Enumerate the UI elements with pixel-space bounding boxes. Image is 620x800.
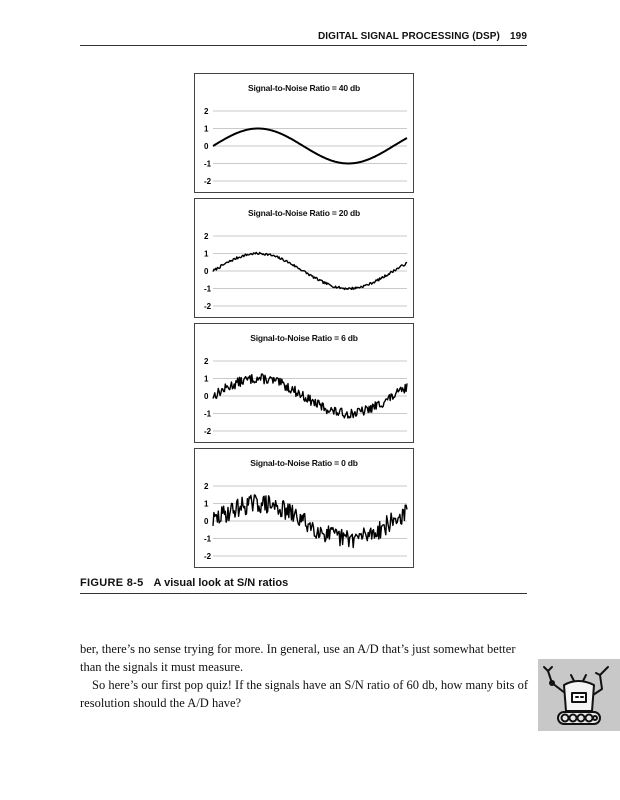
y-tick-label: -1 [204,284,212,294]
paragraph: So here’s our first pop quiz! If the signals have an S/N ratio of 60 db, how many bits of resolution should the A/D have? [80,678,529,710]
y-tick-label: 2 [204,482,209,491]
figure-label: FIGURE 8-5 [80,577,144,589]
y-tick-label: -1 [204,159,212,169]
y-tick-label: 1 [204,374,209,384]
chart-plot [195,324,413,442]
y-tick-label: -1 [204,409,212,419]
y-tick-label: -2 [204,552,212,561]
y-tick-label: 1 [204,124,209,134]
figure-caption-text: A visual look at S/N ratios [153,577,289,589]
chart-20db [194,198,414,318]
chart-plot [195,199,413,317]
header-title: DIGITAL SIGNAL PROCESSING (DSP) [317,31,500,42]
y-tick-label: 2 [204,107,209,116]
body-text [80,640,530,712]
chart-0db [194,448,414,568]
y-tick-label: -1 [204,534,212,544]
chart-6db [194,323,414,443]
chart-title: Signal-to-Noise Ratio = 40 db [247,83,361,93]
chart-title: Signal-to-Noise Ratio = 6 db [250,333,358,343]
y-tick-label: 0 [204,517,209,526]
running-header [80,31,527,46]
y-tick-label: 0 [204,267,209,276]
y-tick-label: -2 [204,302,212,311]
chart-title: Signal-to-Noise Ratio = 20 db [247,208,361,218]
y-tick-label: 2 [204,357,209,366]
y-tick-label: 1 [204,499,209,509]
y-tick-label: 2 [204,232,209,241]
paragraph: ber, there’s no sense trying for more. In general, use an A/D that’s just somewhat better than the signals it must measure. [80,642,516,674]
robot-icon [538,659,620,731]
chart-plot [195,449,413,567]
y-tick-label: 1 [204,249,209,259]
page-number: 199 [510,31,527,42]
y-tick-label: 0 [204,392,209,401]
chart-title: Signal-to-Noise Ratio = 0 db [250,458,358,468]
chart-plot [195,74,413,192]
y-tick-label: -2 [204,427,212,436]
figure-caption [80,577,527,594]
chart-40db [194,73,414,193]
y-tick-label: 0 [204,142,209,151]
y-tick-label: -2 [204,177,212,186]
header-text [318,31,527,42]
